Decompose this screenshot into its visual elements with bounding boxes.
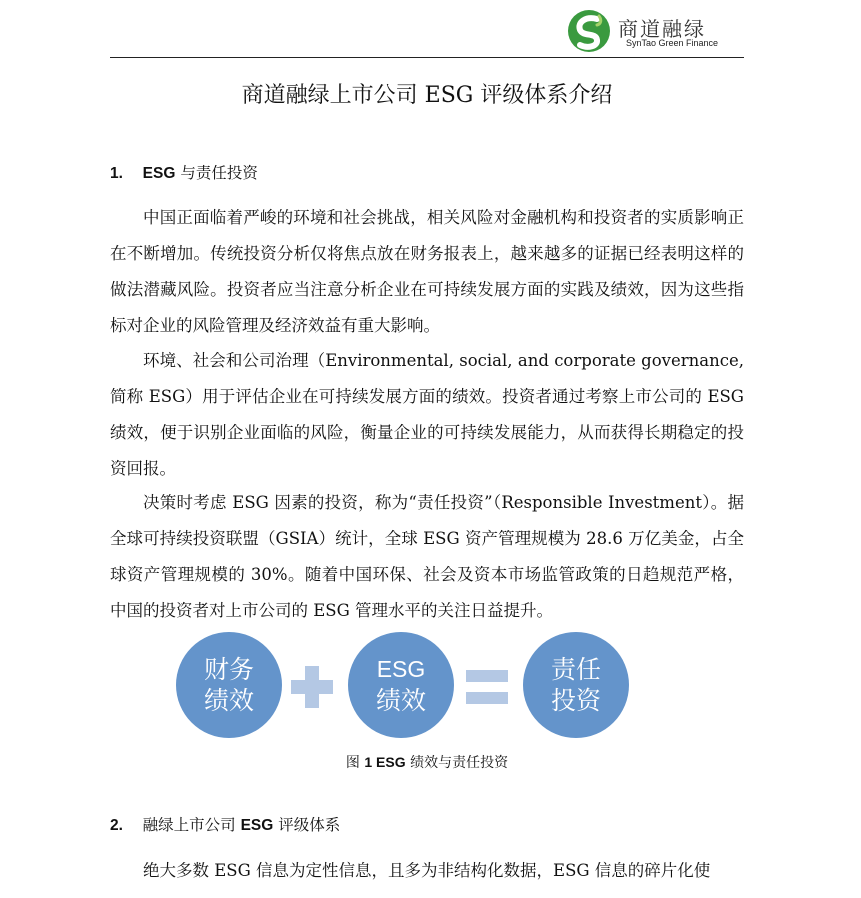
section-1-number: 1. — [110, 165, 123, 182]
document-title: 商道融绿上市公司 ESG 评级体系介绍 — [241, 83, 613, 108]
section-2-title-prefix: 融绿上市公司 — [142, 816, 241, 834]
paragraph-2: 环境、社会和公司治理（Environmental, social, and corporate governance, 简称 ESG）用于评估企业在可持续发展方面的绩效。投资者通过考察上市公司的 ESG 绩效，便于识别企业面临的风险，衡量企业的可持续发展能力，从而获得长期稳定的投资回报。 — [110, 351, 744, 478]
section-1-title-rest: 与责任投资 — [175, 164, 258, 182]
esg-formula-diagram — [170, 632, 640, 742]
equals-icon — [464, 667, 510, 707]
responsible-investment-circle — [523, 632, 629, 738]
financial-performance-circle — [176, 632, 282, 738]
paragraph-4: 绝大多数 ESG 信息为定性信息，且多为非结构化数据，ESG 信息的碎片化使 — [143, 861, 711, 880]
paragraph-1: 中国正面临着严峻的环境和社会挑战，相关风险对金融机构和投资者的实质影响正在不断增加。传统投资分析仅将焦点放在财务报表上，越来越多的证据已经表明这样的做法潜藏风险。投资者应当注意分析企业在可持续发展方面的实践及绩效，因为这些指标对企业的风险管理及经济效益有重大影响。 — [110, 208, 744, 335]
section-2-number: 2. — [110, 817, 123, 834]
section-1-title-prefix: ESG — [142, 165, 176, 182]
caption-rest: 绩效与责任投资 — [405, 755, 509, 771]
section-1-heading — [110, 161, 258, 183]
paragraph-3: 决策时考虑 ESG 因素的投资，称为“责任投资”（Responsible Investment）。据全球可持续投资联盟（GSIA）统计，全球 ESG 资产管理规模为 28.6 万亿美金，占全球资产管理规模的 30%。随着中国环保、社会及资本市场监管政策的日趋规范严格，中国的投资者对上市公司的 ESG 管理水平的关注日益提升。 — [110, 493, 744, 620]
logo-chinese-name: 商道融绿 — [618, 17, 706, 41]
section-2-title-bold: ESG — [240, 817, 274, 834]
circle-2-line-1: ESG — [376, 656, 426, 682]
circle-3-line-2: 投资 — [550, 686, 601, 715]
circle-2-line-2: 绩效 — [375, 686, 426, 715]
syntao-leaf-icon — [566, 8, 612, 54]
section-2-heading — [110, 813, 340, 835]
circle-1-line-1: 财务 — [203, 655, 254, 684]
figure-caption — [110, 752, 744, 772]
esg-performance-circle — [348, 632, 454, 738]
caption-prefix: 图 — [345, 755, 365, 771]
logo-english-name: SynTao Green Finance — [626, 38, 719, 48]
circle-1-line-2: 绩效 — [203, 686, 254, 715]
circle-3-line-1: 责任 — [550, 655, 601, 684]
company-logo — [566, 8, 746, 54]
plus-icon — [289, 664, 335, 710]
section-2-title-rest: 评级体系 — [273, 816, 341, 834]
caption-label: ESG — [372, 754, 406, 770]
header-divider — [110, 57, 744, 58]
caption-number: 1 — [364, 754, 373, 770]
